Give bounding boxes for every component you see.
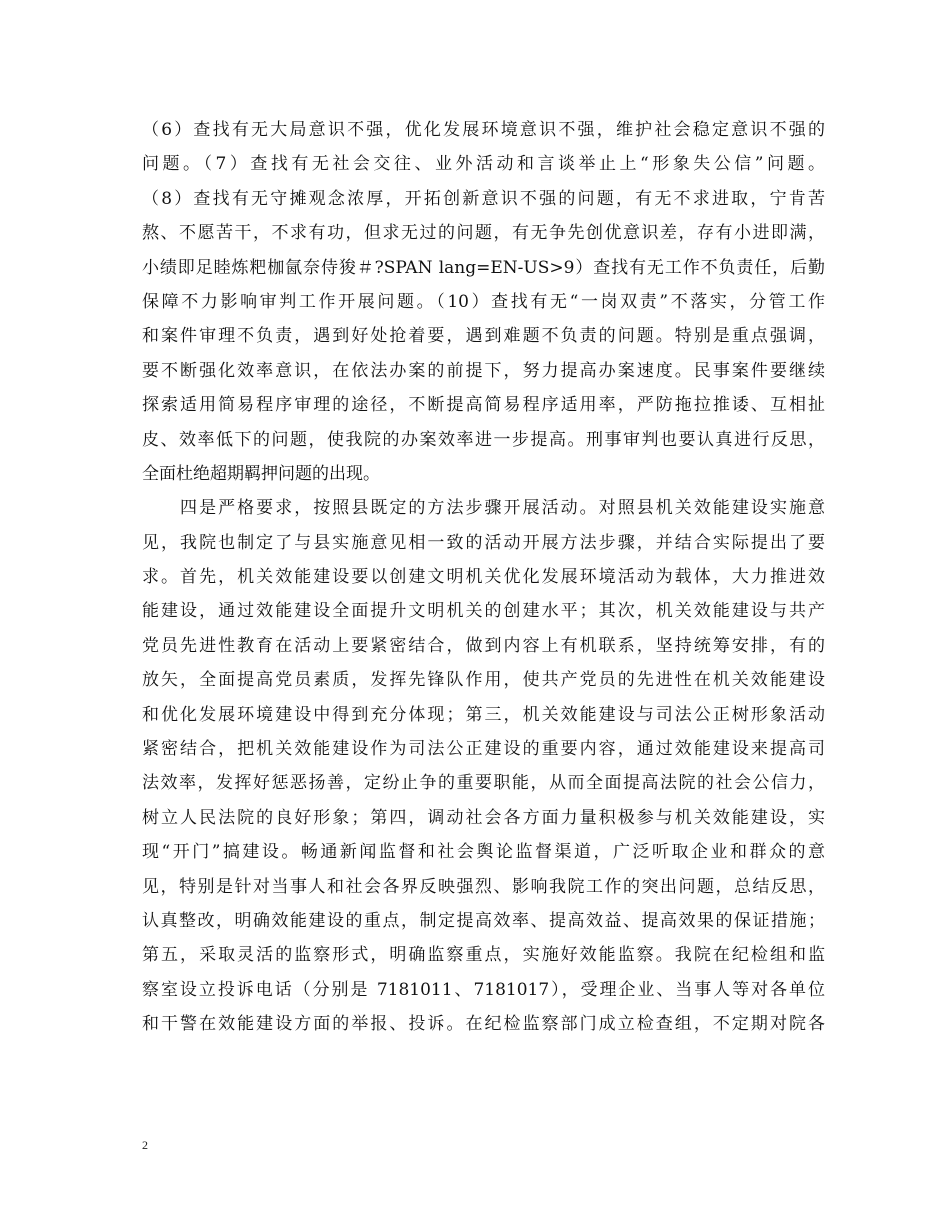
text-line: 探索适用简易程序审理的途径，不断提高简易程序适用率，严防拖拉推诿、互相扯 [142,395,825,416]
text-line: 现“开门”搞建设。畅通新闻监督和社会舆论监督渠道，广泛听取企业和群众的意 [142,842,825,863]
text-line: 四是严格要求，按照县既定的方法步骤开展活动。对照县机关效能建设实施意 [142,498,825,519]
text-line: 放矢，全面提高党员素质，发挥先锋队作用，使共产党员的先进性在机关效能建设 [142,670,825,691]
text-line: 熬、不愿苦干，不求有功，但求无过的问题，有无争先创优意识差，存有小进即满， [142,223,825,244]
text-line: 能建设，通过效能建设全面提升文明机关的创建水平；其次，机关效能建设与共产 [142,601,825,622]
text-line: 和案件审理不负责，遇到好处抢着要，遇到难题不负责的问题。特别是重点强调， [142,326,825,347]
text-line: 见，我院也制定了与县实施意见相一致的活动开展方法步骤，并结合实际提出了要 [142,532,825,553]
text-line: 树立人民法院的良好形象；第四，调动社会各方面力量积极参与机关效能建设，实 [142,807,825,828]
text-line: 紧密结合，把机关效能建设作为司法公正建设的重要内容，通过效能建设来提高司 [142,739,825,760]
body-text [142,113,825,1042]
text-line: 和干警在效能建设方面的举报、投诉。在纪检监察部门成立检查组，不定期对院各 [142,1014,825,1035]
text-line: 党员先进性教育在活动上要紧密结合，做到内容上有机联系，坚持统筹安排，有的 [142,635,825,656]
text-line: 问题。（7）查找有无社会交往、业外活动和言谈举止上“形象失公信”问题。 [142,154,825,175]
text-line: 察室设立投诉电话（分别是 7181011、7181017），受理企业、当事人等对各单位 [142,979,825,1000]
text-line: （8）查找有无守摊观念浓厚，开拓创新意识不强的问题，有无不求进取，宁肯苦 [142,188,825,209]
text-line: 要不断强化效率意识，在依法办案的前提下，努力提高办案速度。民事案件要继续 [142,360,825,381]
text-line: 小绩即足睦炼粑枷氤奈侍狻＃?SPAN lang=EN-US>9）查找有无工作不负责任，后勤 [142,257,825,278]
text-line: 全面杜绝超期羁押问题的出现。 [142,463,380,484]
text-line: 求。首先，机关效能建设要以创建文明机关优化发展环境活动为载体，大力推进效 [142,567,825,588]
text-line: 保障不力影响审判工作开展问题。（10）查找有无“一岗双责”不落实，分管工作 [142,291,825,312]
text-line: 法效率，发挥好惩恶扬善，定纷止争的重要职能，从而全面提高法院的社会公信力， [142,773,825,794]
text-line: 皮、效率低下的问题，使我院的办案效率进一步提高。刑事审判也要认真进行反思， [142,429,825,450]
text-line: 见，特别是针对当事人和社会各界反映强烈、影响我院工作的突出问题，总结反思， [142,876,825,897]
text-line: 认真整改，明确效能建设的重点，制定提高效率、提高效益、提高效果的保证措施； [142,910,825,931]
text-line: 和优化发展环境建设中得到充分体现；第三，机关效能建设与司法公正树形象活动 [142,704,825,725]
text-line: 第五，采取灵活的监察形式，明确监察重点，实施好效能监察。我院在纪检组和监 [142,945,825,966]
text-line: （6）查找有无大局意识不强，优化发展环境意识不强，维护社会稳定意识不强的 [142,120,825,140]
page-number: 2 [142,1138,148,1152]
